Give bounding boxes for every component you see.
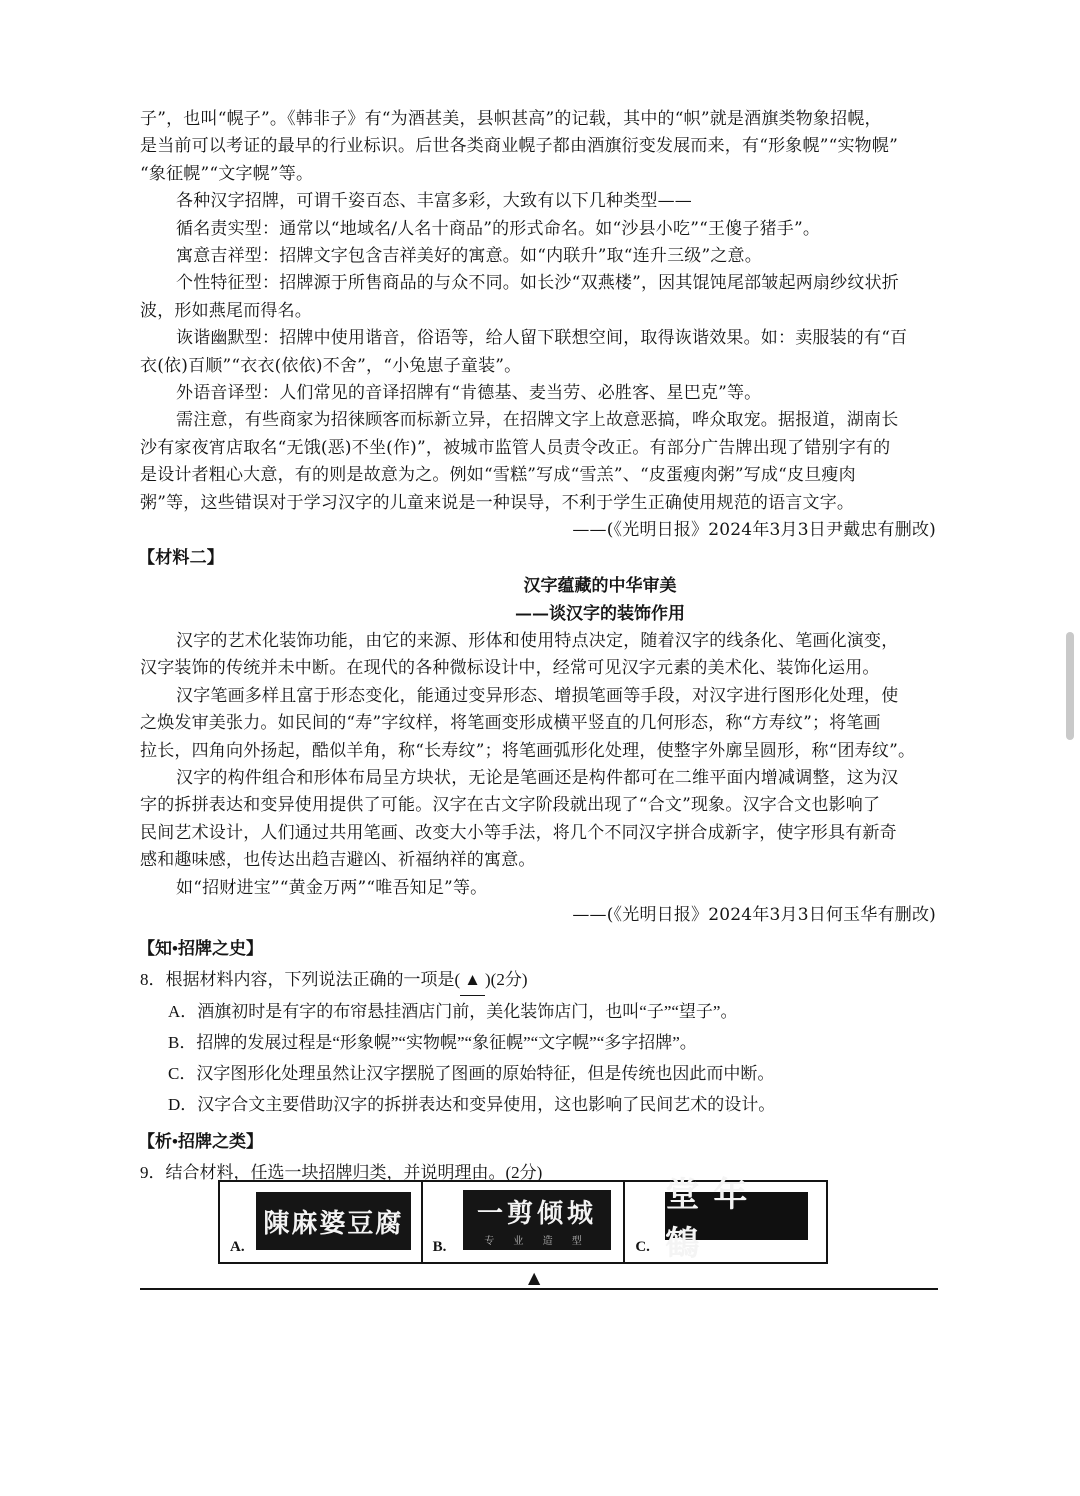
material-2 (140, 545, 940, 930)
source-citation: ——(《光明日报》2024年3月3日何玉华有删改) (572, 904, 936, 925)
type-item: 外语音译型：人们常见的音译招牌有“肯德基、麦当劳、必胜客、星巴克”等。 (176, 383, 762, 404)
signboard-letter: B. (432, 1239, 447, 1255)
answer-line[interactable] (140, 1288, 938, 1290)
text-line: 子”，也叫“幌子”。《韩非子》有“为酒甚美，县帜甚高”的记载，其中的“帜”就是酒旗类物象招幌， (140, 109, 882, 129)
paragraph-intro: 各种汉字招牌，可谓千姿百态、丰富多彩，大致有以下几种类型—— (176, 191, 692, 212)
paragraph-cont: 字的拆拼表达和变异使用提供了可能。汉字在古文字阶段就出现了“合文”现象。汉字合文也影响了 (140, 795, 881, 816)
option-a: A．酒旗初时是有字的布帘悬挂酒店门前，美化装饰店门，也叫“子”“望子”。 (168, 1002, 738, 1022)
document-content (140, 106, 940, 1188)
paragraph: 汉字的构件组合和形体布局呈方块状，无论是笔画还是构件都可在二维平面内增减调整，这为汉 (176, 767, 899, 788)
paragraph: 汉字笔画多样且富于形态变化，能通过变异形态、增损笔画等手段，对汉字进行图形化处理，使 (176, 685, 899, 706)
type-item: 循名责实型：通常以“地域名/人名十商品”的形式命名。如“沙县小吃”“王傻子猪手”。 (176, 218, 821, 239)
answer-marker: ▲ (528, 1268, 541, 1287)
option-d: D．汉字合文主要借助汉字的拆拼表达和变异使用，这也影响了民间艺术的设计。 (168, 1095, 776, 1115)
signboard-letter: C. (635, 1239, 650, 1255)
type-item: 个性特征型：招牌源于所售商品的与众不同。如长沙“双燕楼”，因其馄饨尾部皱起两扇纱纹状折 (176, 273, 899, 294)
source-citation: ——(《光明日报》2024年3月3日尹戴忠有删改) (572, 520, 936, 541)
type-item-cont: 衣(依)百顺”“衣衣(依依)不舍”，“小兔崽子童装”。 (140, 355, 522, 376)
signboard-b-subtext: 专 业 造 型 (484, 1236, 590, 1247)
signboard-letter: A. (230, 1239, 245, 1255)
section-label: 【析•招牌之类】 (138, 1132, 263, 1152)
note-paragraph-cont: 是设计者粗心大意，有的则是故意为之。例如“雪糕”写成“雪羔”、“皮蛋瘦肉粥”写成“皮旦瘦肉 (140, 465, 856, 486)
paragraph-cont: 民间艺术设计，人们通过共用笔画、改变大小等手法，将几个不同汉字拼合成新字，使字形具有新奇 (140, 822, 897, 843)
signboard-c (625, 1175, 826, 1264)
type-item-cont: 波，形如燕尾而得名。 (140, 300, 312, 321)
paragraph-cont: 汉字装饰的传统并未中断。在现代的各种微标设计中，经常可见汉字元素的美术化、装饰化运用。 (140, 658, 880, 679)
section-label: 【知•招牌之史】 (138, 939, 263, 959)
signboard-b-image (463, 1190, 612, 1250)
option-c: C．汉字图形化处理虽然让汉字摆脱了图画的原始特征，但是传统也因此而中断。 (168, 1064, 775, 1084)
paragraph-cont: 之焕发审美张力。如民间的“寿”字纹样，将笔画变形成横平竖直的几何形态，称“方寿纹”；将笔画 (140, 713, 881, 734)
article-title: 汉字蕴藏的中华审美 (523, 575, 677, 596)
scrollbar-thumb[interactable] (1066, 632, 1074, 740)
question-8-suffix: )(2分) (485, 970, 528, 990)
signboard-a-image: 陳麻婆豆腐 (256, 1192, 411, 1250)
section-history (140, 933, 940, 1120)
question-8-prefix: 8．根据材料内容，下列说法正确的一项是( (140, 970, 461, 990)
paragraph-cont: 感和趣味感，也传达出趋吉避凶、祈福纳祥的寓意。 (140, 850, 536, 871)
option-b: B．招牌的发展过程是“形象幌”“实物幌”“象征幌”“文字幌”“多字招牌”。 (168, 1033, 697, 1053)
paragraph: 汉字的艺术化装饰功能，由它的来源、形体和使用特点决定，随着汉字的线条化、笔画化演变， (176, 630, 899, 651)
text-line: “象征幌”“文字幌”等。 (140, 163, 314, 184)
note-paragraph-cont: 沙有家夜宵店取名“无饿(恶)不坐(作)”，被城市监管人员责令改正。有部分广告牌出现了错别字有的 (140, 437, 891, 458)
note-paragraph: 需注意，有些商家为招徕顾客而标新立异，在招牌文字上故意恶搞，哗众取宠。据报道，湖南长 (176, 410, 899, 431)
signboard-b-text: 一剪倾城 (477, 1199, 598, 1229)
type-item: 诙谐幽默型：招牌中使用谐音，俗语等，给人留下联想空间，取得诙谐效果。如：卖服装的有“百 (176, 328, 908, 349)
answer-blank[interactable]: ▲ (460, 964, 485, 996)
signboard-a (220, 1182, 423, 1262)
paragraph: 如“招财进宝”“黄金万两”“唯吾知足”等。 (176, 877, 488, 898)
signboard-b (423, 1182, 626, 1262)
material-1-body (140, 106, 940, 545)
text-line: 是当前可以考证的最早的行业标识。后世各类商业幌子都由酒旗衍变发展而来，有“形象幌”“实物幌” (140, 136, 898, 157)
article-subtitle: ——谈汉字的装饰作用 (515, 603, 685, 624)
type-item: 寓意吉祥型：招牌文字包含吉祥美好的寓意。如“内联升”取“连升三级”之意。 (176, 246, 762, 267)
note-paragraph-cont: 粥”等，这些错误对于学习汉字的儿童来说是一种误导，不利于学生正确使用规范的语言文字。 (140, 492, 855, 513)
paragraph-cont: 拉长，四角向外扬起，酷似羊角，称“长寿纹”；将笔画弧形化处理，使整字外廓呈圆形，称“团寿纹”。 (140, 740, 916, 761)
question-9: 9．结合材料，任选一块招牌归类，并说明理由。(2分) (140, 1163, 543, 1183)
question-8 (140, 964, 940, 996)
material-label: 【材料二】 (138, 547, 224, 568)
signboard-c-image: 堂年鶴 (665, 1192, 808, 1240)
signboard-images (218, 1175, 828, 1264)
